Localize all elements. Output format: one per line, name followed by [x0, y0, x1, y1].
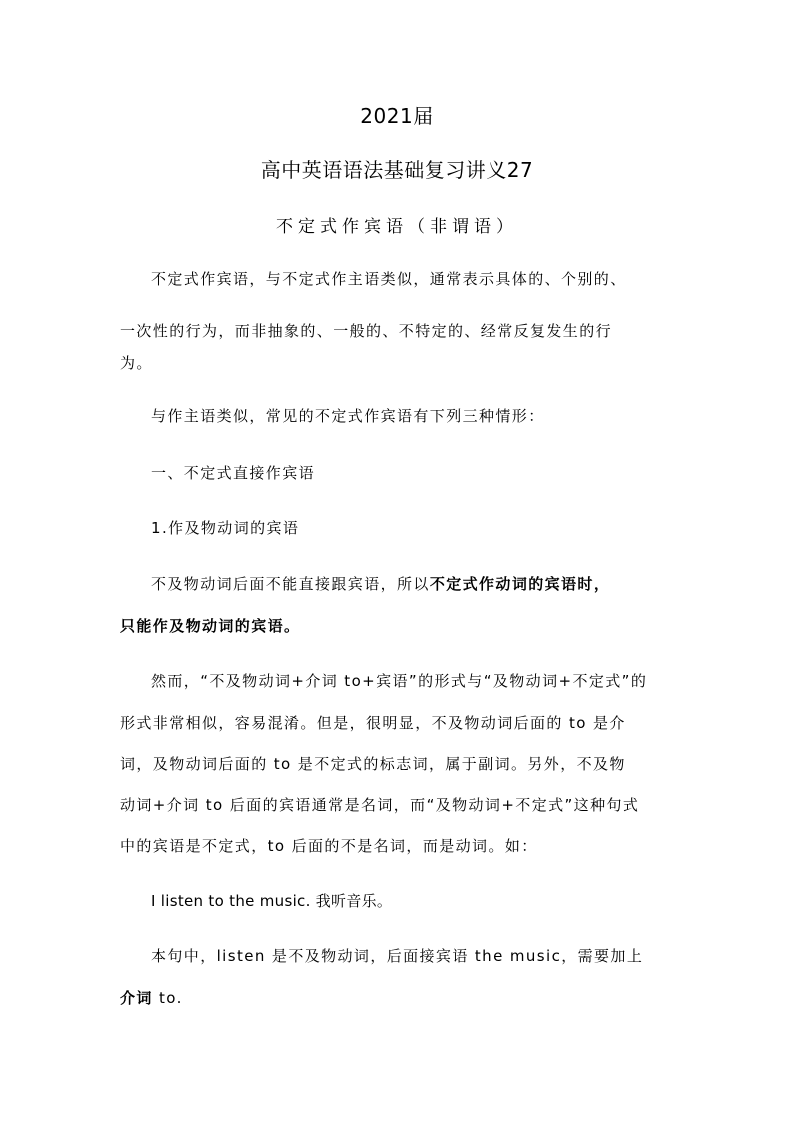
paragraph-5-line-2 — [120, 987, 680, 1009]
document-subtitle: 不定式作宾语（非谓语） — [276, 217, 518, 237]
paragraph-1-line-3: 为。 — [120, 354, 153, 372]
paragraph-3-line-1 — [151, 573, 691, 595]
section-heading-1: 一、不定式直接作宾语 — [151, 464, 316, 482]
example-sentence: I listen to the music. 我听音乐。 — [151, 892, 393, 910]
paragraph-3-normal-text: 不及物动词后面不能直接跟宾语，所以 — [151, 575, 430, 593]
paragraph-4-line-1: 然而，“不及物动词+介词 to+宾语”的形式与“及物动词+不定式”的 — [151, 672, 648, 690]
paragraph-4-line-3: 词，及物动词后面的 to 是不定式的标志词，属于副词。另外，不及物 — [120, 755, 626, 773]
paragraph-4-line-2: 形式非常相似，容易混淆。但是，很明显，不及物动词后面的 to 是介 — [120, 714, 626, 732]
subsection-heading-1: 1.作及物动词的宾语 — [151, 519, 300, 537]
paragraph-1-line-2: 一次性的行为，而非抽象的、一般的、不特定的、经常反复发生的行 — [120, 322, 613, 340]
paragraph-4-line-5: 中的宾语是不定式，to 后面的不是名词，而是动词。如： — [120, 837, 538, 855]
paragraph-2: 与作主语类似，常见的不定式作宾语有下列三种情形： — [151, 407, 545, 425]
paragraph-5-line-1: 本句中，listen 是不及物动词，后面接宾语 the music，需要加上 — [151, 947, 644, 965]
paragraph-5-normal-text: to. — [152, 989, 183, 1007]
document-main-title: 高中英语语法基础复习讲义27 — [260, 158, 534, 182]
paragraph-5-bold-text: 介词 — [120, 989, 153, 1007]
paragraph-4-line-4: 动词+介词 to 后面的宾语通常是名词，而“及物动词+不定式”这种句式 — [120, 796, 640, 814]
paragraph-1-line-1: 不定式作宾语，与不定式作主语类似，通常表示具体的、个别的、 — [151, 270, 627, 288]
paragraph-3-bold-text: 不定式作动词的宾语时， — [429, 575, 611, 593]
paragraph-3-line-2: 只能作及物动词的宾语。 — [120, 617, 301, 635]
document-year-title: 2021届 — [360, 104, 434, 128]
